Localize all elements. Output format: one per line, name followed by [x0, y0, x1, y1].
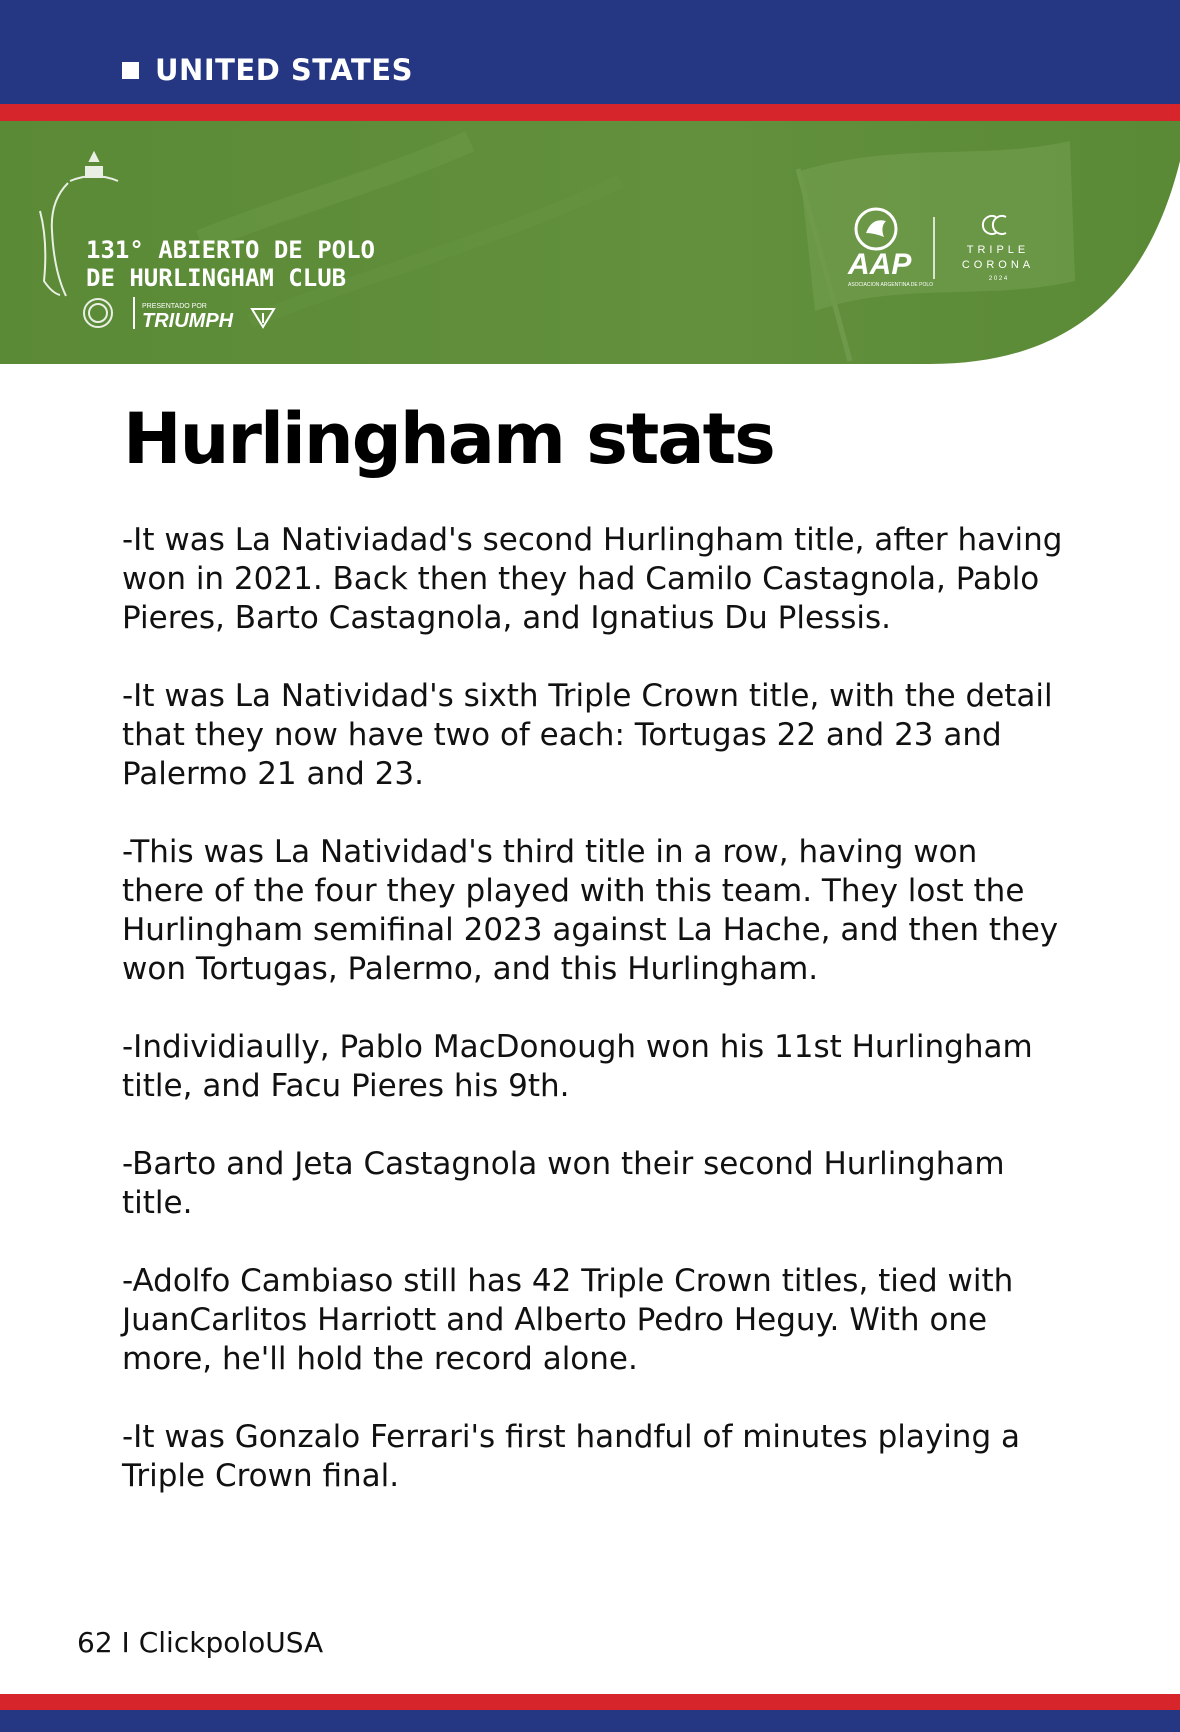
stat-line: Triple Crown final.	[122, 1458, 400, 1494]
section-label	[122, 50, 413, 90]
footer-separator: I	[121, 1626, 130, 1659]
stat-paragraph	[122, 1145, 1082, 1223]
stat-line: -Individiaully, Pablo MacDonough won his 11st Hurlingham	[122, 1029, 1033, 1065]
stat-line: title.	[122, 1185, 193, 1221]
triple-corona-line2: CORONA	[961, 259, 1035, 271]
stat-paragraph	[122, 1028, 1082, 1106]
stat-line: won Tortugas, Palermo, and this Hurlingham.	[122, 951, 819, 987]
sponsor-name: TRIUMPH	[142, 310, 234, 332]
stat-line: -It was Gonzalo Ferrari's first handful of minutes playing a	[122, 1419, 1020, 1455]
event-banner	[0, 121, 1180, 364]
article-body	[122, 521, 1082, 1535]
stat-line: JuanCarlitos Harriott and Alberto Pedro Heguy. With one	[122, 1302, 988, 1338]
presented-by-label: PRESENTADO POR	[142, 303, 207, 310]
page-footer	[77, 1626, 323, 1659]
stat-line: won in 2021. Back then they had Camilo Castagnola, Pablo	[122, 561, 1040, 597]
stat-line: there of the four they played with this team. They lost the	[122, 873, 1025, 909]
stat-line: Pieres, Barto Castagnola, and Ignatius Du Plessis.	[122, 600, 891, 636]
page-title: Hurlingham stats	[123, 398, 774, 480]
aap-logo-text: AAP	[848, 248, 912, 281]
footer-brand: ClickpoloUSA	[138, 1626, 324, 1659]
stat-line: -It was La Natividad's sixth Triple Crown title, with the detail	[122, 678, 1053, 714]
stat-line: -It was La Nativiadad's second Hurlingham title, after having	[122, 522, 1063, 558]
stat-line: that they now have two of each: Tortugas 22 and 23 and	[122, 717, 1002, 753]
stat-line: Palermo 21 and 23.	[122, 756, 424, 792]
top-red-stripe	[0, 104, 1180, 121]
section-label-text: UNITED STATES	[155, 53, 413, 87]
stat-line: Hurlingham semifinal 2023 against La Hache, and then they	[122, 912, 1059, 948]
page-number: 62	[77, 1626, 113, 1659]
event-title-line1: 131° ABIERTO DE POLO	[86, 236, 375, 264]
triple-corona-line1: TRIPLE	[966, 244, 1030, 256]
stat-paragraph	[122, 1418, 1082, 1496]
stat-line: more, he'll hold the record alone.	[122, 1341, 638, 1377]
stat-paragraph	[122, 521, 1082, 638]
stat-paragraph	[122, 1262, 1082, 1379]
event-title-line2: DE HURLINGHAM CLUB	[86, 264, 347, 292]
stat-line: -This was La Natividad's third title in a row, having won	[122, 834, 978, 870]
triple-corona-year: 2 0 2 4	[988, 276, 1008, 282]
square-bullet-icon	[122, 62, 139, 79]
stat-line: -Barto and Jeta Castagnola won their second Hurlingham	[122, 1146, 1005, 1182]
bottom-blue-bar	[0, 1710, 1180, 1732]
stat-line: -Adolfo Cambiaso still has 42 Triple Crown titles, tied with	[122, 1263, 1014, 1299]
stat-paragraph	[122, 677, 1082, 794]
stat-paragraph	[122, 833, 1082, 989]
bottom-red-stripe	[0, 1694, 1180, 1710]
aap-full-name: ASOCIACION ARGENTINA DE POLO	[848, 282, 934, 288]
stat-line: title, and Facu Pieres his 9th.	[122, 1068, 570, 1104]
